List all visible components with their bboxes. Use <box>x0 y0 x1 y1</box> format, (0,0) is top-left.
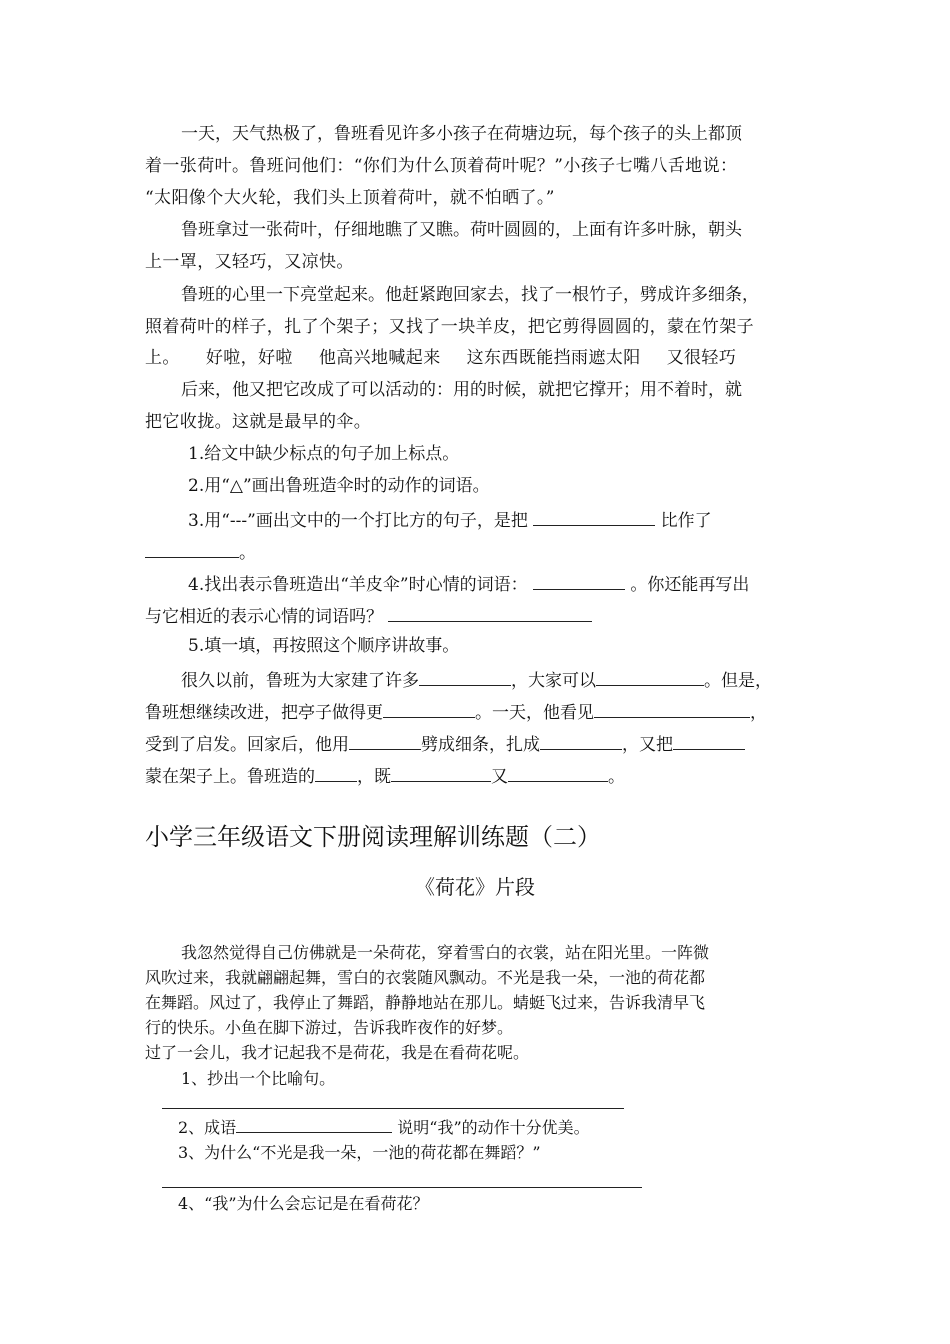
question-2: 2.用“△”画出鲁班造伞时的动作的词语。 <box>188 476 490 496</box>
para3-fragment: 上。 <box>145 348 180 368</box>
fill-text: ，既 <box>357 767 391 787</box>
story-para2-line2: 上一罩，又轻巧，又凉快。 <box>145 252 354 272</box>
question-4-text: 与它相近的表示心情的词语吗？ <box>145 607 383 627</box>
question-3 <box>188 507 712 532</box>
answer-blank[interactable] <box>533 507 655 526</box>
answer-blank[interactable] <box>388 603 592 622</box>
answer-blank[interactable] <box>145 539 239 558</box>
question-3-text: 3.用“---”画出文中的一个打比方的句子，是把 <box>188 511 528 531</box>
question-4-text: 4.找出表示鲁班造出“羊皮伞”时心情的词语： <box>188 575 528 595</box>
s2-question-1: 1、抄出一个比喻句。 <box>181 1069 336 1088</box>
fill-text: 很久以前，鲁班为大家建了许多 <box>181 671 419 691</box>
question-3-text: 。 <box>239 543 256 563</box>
answer-blank[interactable] <box>673 731 745 750</box>
fill-text: 。一天，他看见 <box>475 703 594 723</box>
story-para3-line3 <box>145 347 736 369</box>
answer-blank[interactable] <box>533 571 625 590</box>
answer-blank[interactable] <box>596 667 704 686</box>
s2-q2-text: 2、成语 <box>178 1118 237 1137</box>
answer-blank[interactable] <box>349 731 421 750</box>
passage-line3: 在舞蹈。风过了，我停止了舞蹈，静静地站在那儿。蜻蜓飞过来，告诉我清早飞 <box>145 993 706 1012</box>
fill-text: ， <box>750 703 767 723</box>
fill-text: ，又把 <box>622 735 673 755</box>
question-5: 5.填一填，再按照这个顺序讲故事。 <box>188 636 460 656</box>
section-subtitle: 《荷花》片段 <box>415 875 535 899</box>
fill-text: 。 <box>608 767 625 787</box>
fill-story-line3 <box>145 731 745 756</box>
answer-blank[interactable] <box>391 763 491 782</box>
question-1: 1.给文中缺少标点的句子加上标点。 <box>188 444 460 464</box>
question-4-line2 <box>145 603 592 628</box>
question-3-line2 <box>145 539 256 564</box>
answer-blank[interactable] <box>383 699 475 718</box>
story-para1-line3: “太阳像个大火轮，我们头上顶着荷叶，就不怕晒了。” <box>145 188 555 208</box>
answer-blank[interactable] <box>540 731 622 750</box>
story-para4-line1: 后来，他又把它改成了可以活动的：用的时候，就把它撑开；用不着时，就 <box>181 380 742 400</box>
s2-question-4: 4、“我”为什么会忘记是在看荷花？ <box>178 1194 429 1213</box>
answer-line[interactable] <box>162 1108 624 1109</box>
answer-blank[interactable] <box>315 763 357 782</box>
question-3-text: 比作了 <box>660 511 712 531</box>
fill-text: 又 <box>491 767 508 787</box>
story-para3-line2: 照着荷叶的样子，扎了个架子；又找了一块羊皮，把它剪得圆圆的，蒙在竹架子 <box>145 317 754 337</box>
passage-line1: 我忽然觉得自己仿佛就是一朵荷花，穿着雪白的衣裳，站在阳光里。一阵微 <box>181 943 710 962</box>
para3-fragment: 他高兴地喊起来 <box>318 348 441 368</box>
fill-story-line2 <box>145 699 767 724</box>
story-para3-line1: 鲁班的心里一下亮堂起来。他赶紧跑回家去，找了一根竹子，劈成许多细条， <box>181 285 759 305</box>
story-para1-line2: 着一张荷叶。鲁班问他们：“你们为什么顶着荷叶呢？”小孩子七嘴八舌地说： <box>145 156 738 176</box>
fill-text: ，大家可以 <box>511 671 596 691</box>
fill-text: 鲁班想继续改进，把亭子做得更 <box>145 703 383 723</box>
story-para1-line1: 一天，天气热极了，鲁班看见许多小孩子在荷塘边玩，每个孩子的头上都顶 <box>181 124 742 144</box>
story-para4-line2: 把它收拢。这就是最早的伞。 <box>145 412 372 432</box>
para3-fragment: 好啦，好啦 <box>205 348 293 368</box>
passage-line2: 风吹过来，我就翩翩起舞，雪白的衣裳随风飘动。不光是我一朵，一池的荷花都 <box>145 968 706 987</box>
question-4 <box>188 571 749 596</box>
answer-blank[interactable] <box>419 667 511 686</box>
answer-blank[interactable] <box>594 699 750 718</box>
fill-text: 劈成细条，扎成 <box>421 735 540 755</box>
story-para2-line1: 鲁班拿过一张荷叶，仔细地瞧了又瞧。荷叶圆圆的，上面有许多叶脉，朝头 <box>181 220 742 240</box>
s2-question-3: 3、为什么“不光是我一朵，一池的荷花都在舞蹈？” <box>178 1143 541 1162</box>
s2-q2-text: 说明“我”的动作十分优美。 <box>397 1118 590 1137</box>
fill-text: 。但是， <box>704 671 772 691</box>
answer-blank[interactable] <box>508 763 608 782</box>
answer-blank[interactable] <box>236 1116 392 1133</box>
passage-line5: 过了一会儿，我才记起我不是荷花，我是在看荷花呢。 <box>145 1043 530 1062</box>
section-title: 小学三年级语文下册阅读理解训练题（二） <box>145 823 601 851</box>
fill-story-line4 <box>145 763 625 788</box>
fill-story-line1 <box>181 667 772 692</box>
question-4-text: 。你还能再写出 <box>630 575 750 595</box>
para3-fragment: 这东西既能挡雨遮太阳 <box>466 348 641 368</box>
s2-question-2 <box>178 1116 590 1139</box>
fill-text: 受到了启发。回家后，他用 <box>145 735 349 755</box>
answer-line[interactable] <box>162 1187 642 1188</box>
para3-fragment: 又很轻巧 <box>666 348 737 368</box>
passage-line4: 行的快乐。小鱼在脚下游过，告诉我昨夜作的好梦。 <box>145 1018 514 1037</box>
fill-text: 蒙在架子上。鲁班造的 <box>145 767 315 787</box>
